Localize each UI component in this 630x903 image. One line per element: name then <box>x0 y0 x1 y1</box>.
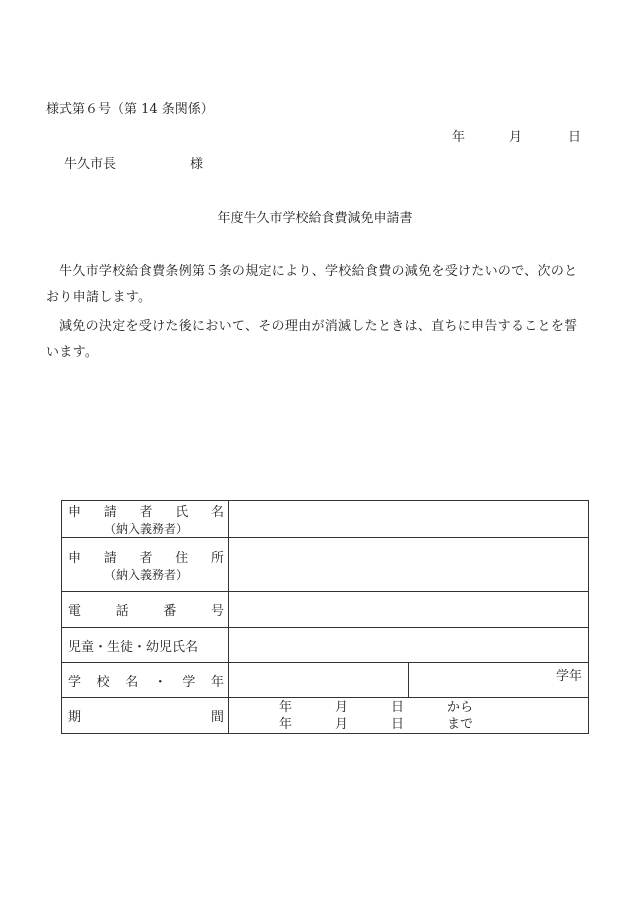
period-from-month: 月 <box>335 699 349 715</box>
label-char: 話 <box>115 604 129 619</box>
applicant-address-label <box>62 538 229 592</box>
applicant-name-row <box>62 501 589 538</box>
application-table <box>61 500 589 734</box>
label-char: 間 <box>210 710 224 725</box>
label-char: 請 <box>103 550 117 566</box>
applicant-address-field[interactable] <box>229 538 589 592</box>
label-char: 学 <box>68 674 82 690</box>
label-char: 請 <box>103 505 117 520</box>
period-from-suffix: から <box>447 699 474 715</box>
date-month-label: 月 <box>509 130 523 145</box>
date-year-label: 年 <box>452 130 466 145</box>
label-char: 申 <box>68 550 82 566</box>
body-paragraph-2: 減免の決定を受けた後において、その理由が消滅したときは、直ちに申告することを誓います。 <box>46 319 578 360</box>
school-name-field[interactable] <box>229 663 409 698</box>
label-char: 申 <box>68 505 82 520</box>
period-to-suffix: まで <box>447 716 474 732</box>
grade-field[interactable] <box>409 663 589 698</box>
period-from-day: 日 <box>391 699 405 715</box>
label-char: 者 <box>139 550 153 566</box>
applicant-name-sublabel: （納入義務者） <box>103 522 188 536</box>
applicant-address-row <box>62 538 589 592</box>
label-char: 校 <box>96 674 110 690</box>
school-grade-label <box>62 663 229 698</box>
label-char: 期 <box>68 710 82 725</box>
label-char: 学 <box>182 674 196 690</box>
addressee: 牛久市長 <box>64 157 117 172</box>
applicant-address-sublabel: （納入義務者） <box>103 567 188 582</box>
label-char: 電 <box>68 604 82 619</box>
period-field[interactable] <box>229 698 589 734</box>
label-char: 氏 <box>175 505 189 520</box>
label-char: 所 <box>210 550 224 566</box>
grade-suffix: 学年 <box>555 669 582 684</box>
label-char: 年 <box>210 674 224 690</box>
label-char: 番 <box>163 604 177 619</box>
body-paragraph-1: 牛久市学校給食費条例第５条の規定により、学校給食費の減免を受けたいので、次のとおり申請します。 <box>46 264 578 305</box>
child-name-row <box>62 628 589 663</box>
child-name-field[interactable] <box>229 628 589 663</box>
period-to-year: 年 <box>279 716 293 732</box>
label-char: 号 <box>210 604 224 619</box>
child-name-label: 児童・生徒・幼児氏名 <box>62 628 229 663</box>
label-char: 名 <box>125 674 139 690</box>
label-char: ・ <box>153 674 167 690</box>
label-char: 者 <box>139 505 153 520</box>
phone-label <box>62 592 229 628</box>
period-to-month: 月 <box>335 716 349 732</box>
applicant-name-field[interactable] <box>229 501 589 538</box>
phone-field[interactable] <box>229 592 589 628</box>
form-number: 様式第６号（第 14 条関係） <box>46 102 214 117</box>
document-title: 年度牛久市学校給食費減免申請書 <box>217 211 413 226</box>
period-from-year: 年 <box>279 699 293 715</box>
period-row <box>62 698 589 734</box>
period-to-day: 日 <box>391 716 405 732</box>
applicant-name-label <box>62 501 229 538</box>
period-label <box>62 698 229 734</box>
label-char: 名 <box>210 505 224 520</box>
phone-row <box>62 592 589 628</box>
date-day-label: 日 <box>568 130 582 145</box>
label-char: 住 <box>175 550 189 566</box>
addressee-suffix: 様 <box>190 157 204 172</box>
school-grade-row <box>62 663 589 698</box>
